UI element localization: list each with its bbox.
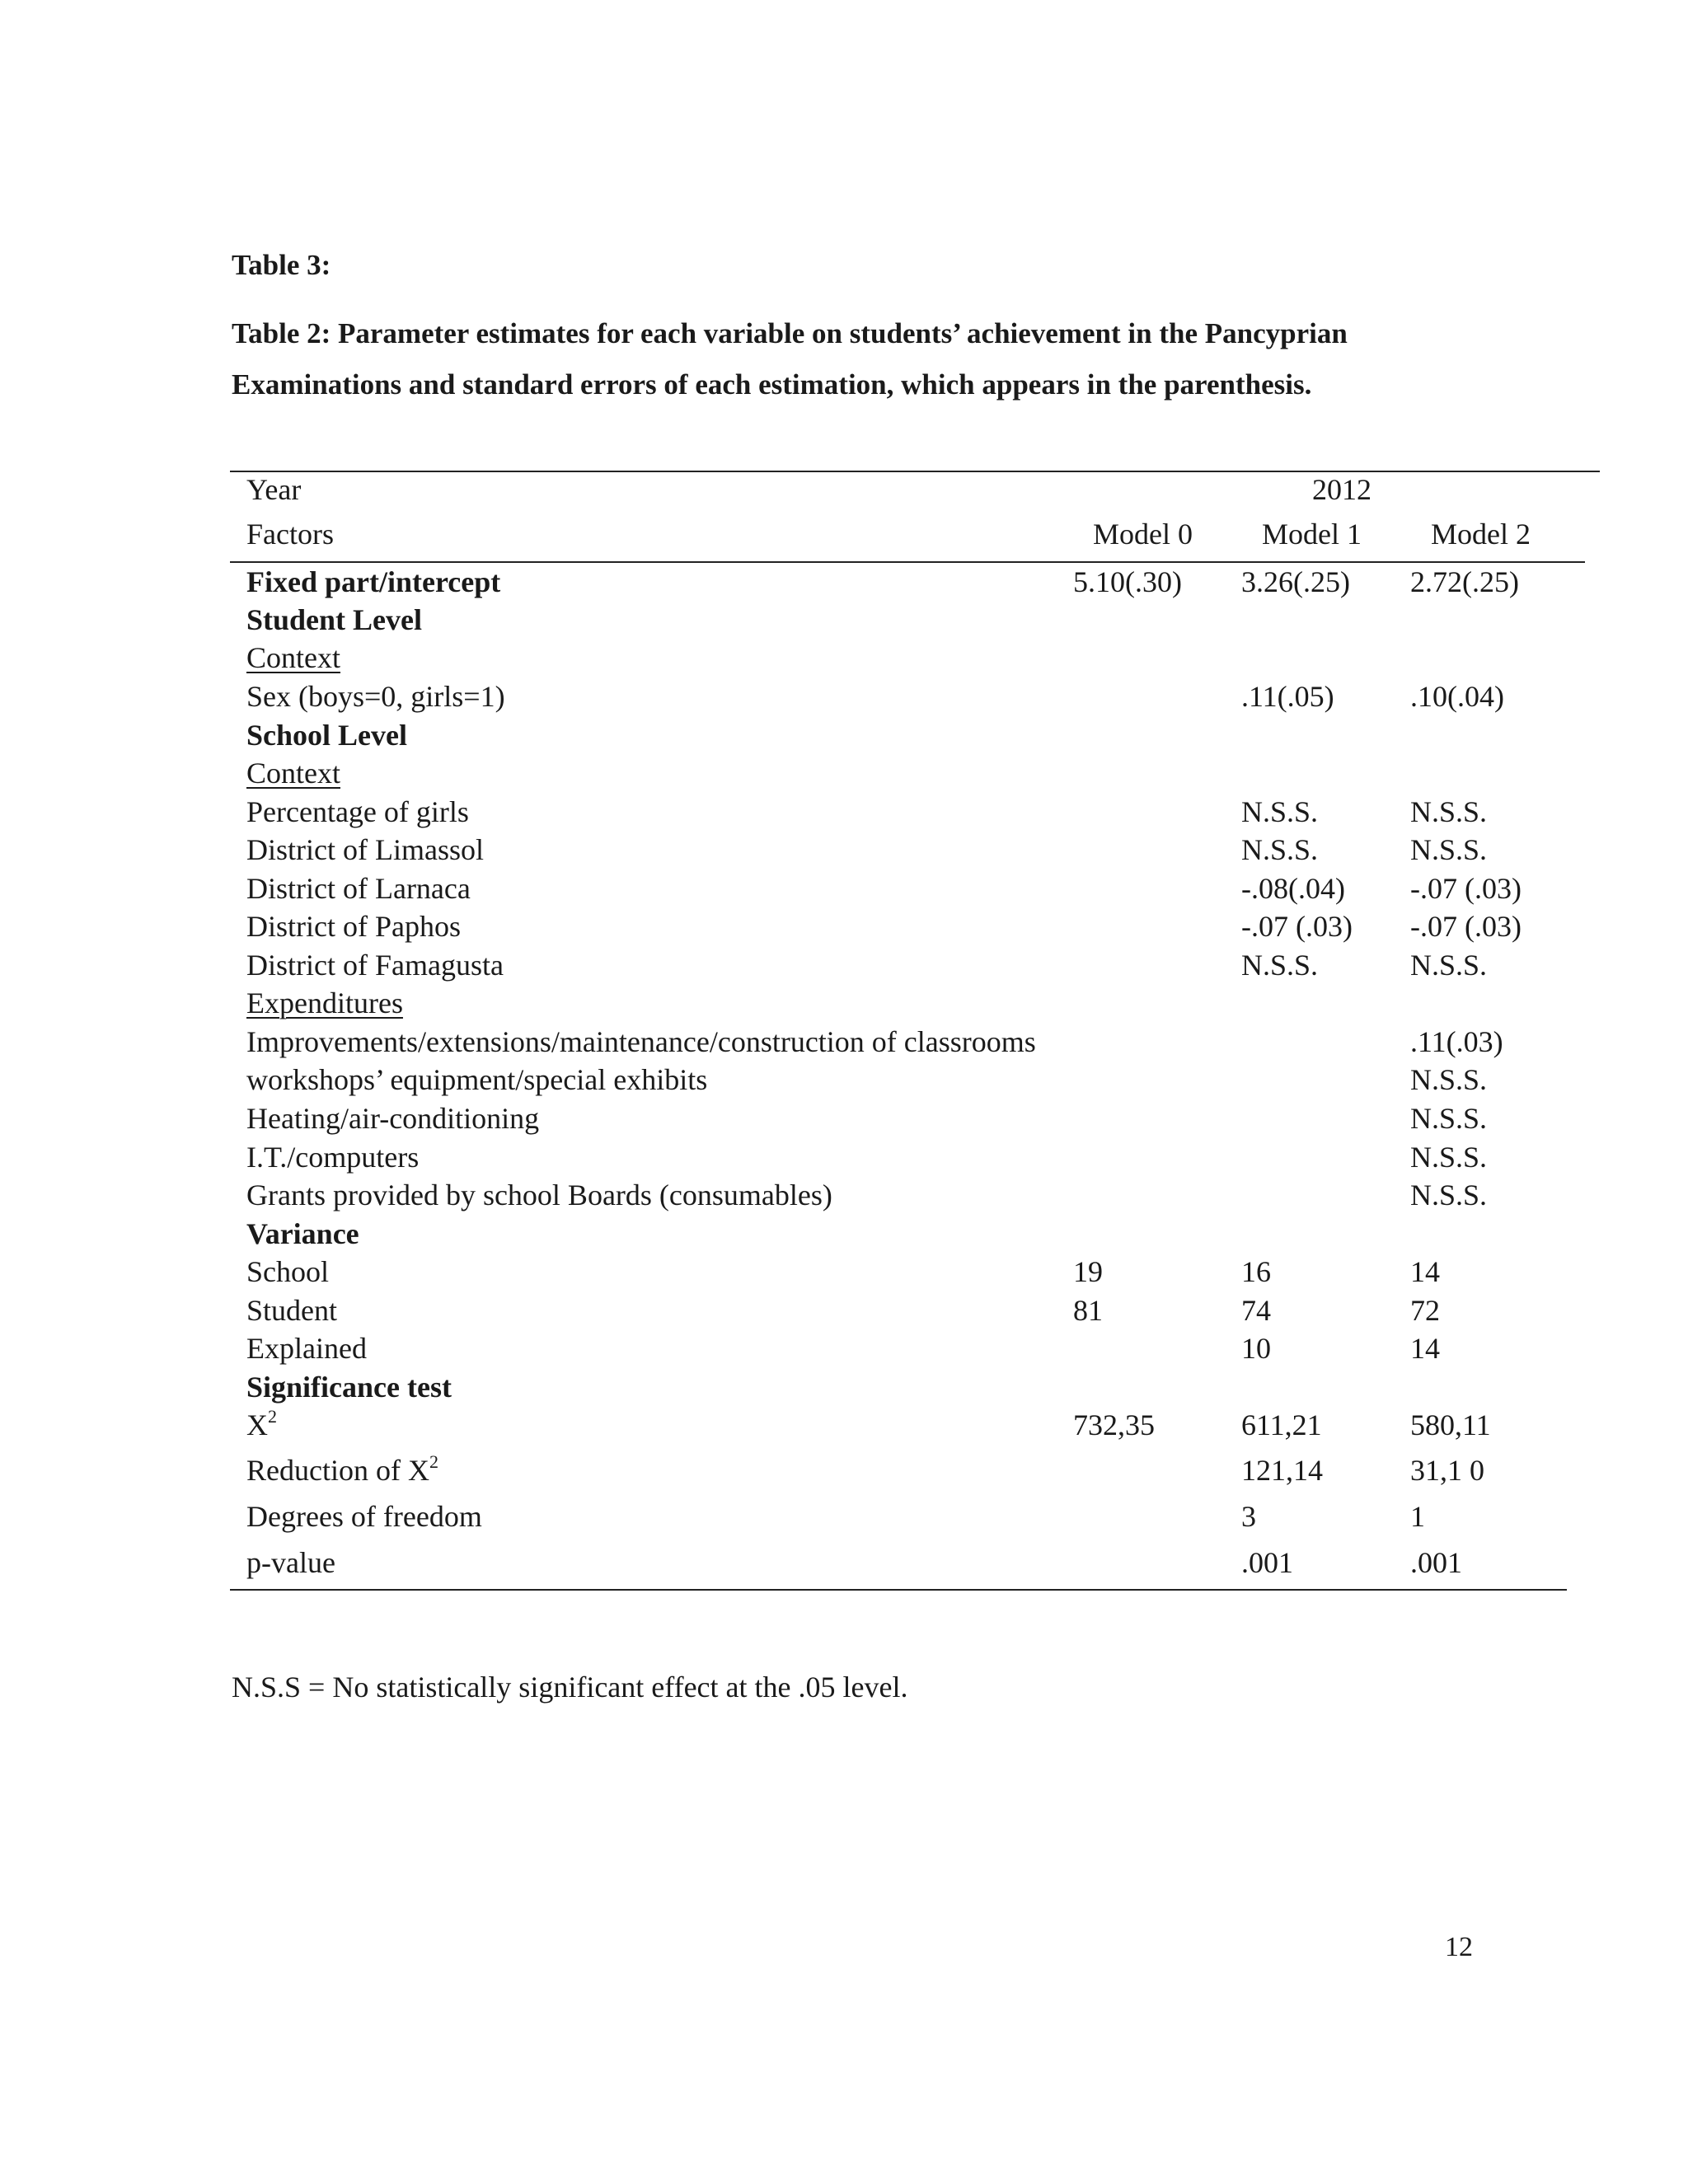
cell-model-2: 2.72(.25) [1410, 565, 1519, 598]
table-header-rule [230, 561, 1585, 563]
cell-model-2: -.07 (.03) [1410, 872, 1522, 905]
cell-model-1: 74 [1241, 1294, 1271, 1327]
row-label [246, 719, 407, 752]
column-header-model-2: Model 2 [1431, 518, 1531, 551]
cell-model-2: 580,11 [1410, 1408, 1491, 1441]
cell-model-1: 16 [1241, 1255, 1271, 1288]
row-label-text: School Level [246, 719, 407, 752]
row-label [246, 1141, 419, 1174]
row-label-text: Significance test [246, 1371, 452, 1404]
year-value: 2012 [1312, 473, 1372, 506]
table-bottom-rule [230, 1589, 1567, 1591]
row-label-text: Student Level [246, 603, 423, 636]
cell-model-1: 611,21 [1241, 1408, 1322, 1441]
row-label-text: Percentage of girls [246, 795, 469, 828]
cell-model-2: N.S.S. [1410, 1063, 1488, 1096]
row-label-text: p-value [246, 1546, 335, 1579]
cell-model-1: N.S.S. [1241, 833, 1319, 866]
row-label [246, 1255, 329, 1288]
row-label-text: School [246, 1255, 330, 1288]
row-label-text: X [246, 1408, 268, 1441]
row-label [246, 1332, 367, 1365]
column-header-model-1: Model 1 [1262, 518, 1362, 551]
cell-model-1: N.S.S. [1241, 949, 1319, 982]
row-label [246, 1179, 832, 1212]
row-label [246, 1102, 539, 1135]
cell-model-2: -.07 (.03) [1410, 910, 1522, 943]
cell-model-2: N.S.S. [1410, 1179, 1488, 1212]
row-label [246, 641, 340, 674]
table-number: Table 3: [232, 249, 331, 281]
column-header-model-0: Model 0 [1093, 518, 1193, 551]
row-label [246, 603, 422, 636]
cell-model-0: 19 [1073, 1255, 1103, 1288]
cell-model-2: 14 [1410, 1255, 1440, 1288]
year-label: Year [246, 473, 302, 506]
row-label-text: Student [246, 1294, 338, 1327]
cell-model-2: .001 [1410, 1546, 1462, 1579]
row-label [246, 1217, 359, 1250]
cell-model-0: 5.10(.30) [1073, 565, 1182, 598]
row-label-text: Variance [246, 1217, 359, 1250]
row-label [246, 910, 461, 943]
cell-model-2: 72 [1410, 1294, 1440, 1327]
cell-model-1: -.08(.04) [1241, 872, 1345, 905]
row-label [246, 680, 505, 713]
cell-model-2: 1 [1410, 1500, 1425, 1533]
table-caption-line-1: Table 2: Parameter estimates for each variable on students’ achievement in the Pancyprian [232, 317, 1348, 349]
row-label-text: District of Larnaca [246, 872, 471, 905]
cell-model-0: 732,35 [1073, 1408, 1155, 1441]
row-label-text: I.T./computers [246, 1141, 420, 1174]
cell-model-2: N.S.S. [1410, 833, 1488, 866]
row-label [246, 1294, 337, 1327]
row-label [246, 795, 469, 828]
row-label-text: District of Paphos [246, 910, 461, 943]
cell-model-2: N.S.S. [1410, 949, 1488, 982]
table-caption-line-2: Examinations and standard errors of each estimation, which appears in the parenthesis. [232, 368, 1312, 401]
row-label [246, 1025, 1036, 1058]
cell-model-2: .11(.03) [1410, 1025, 1503, 1058]
row-label [246, 1371, 452, 1404]
superscript: 2 [429, 1451, 438, 1472]
footnote: N.S.S = No statistically significant effect at the .05 level. [232, 1671, 908, 1704]
row-label-text: Degrees of freedom [246, 1500, 482, 1533]
row-label-text: Expenditures [246, 987, 403, 1019]
cell-model-2: 31,1 0 [1410, 1454, 1484, 1487]
cell-model-2: N.S.S. [1410, 1141, 1488, 1174]
table-top-rule [230, 471, 1600, 472]
cell-model-1: 3 [1241, 1500, 1256, 1533]
cell-model-1: 10 [1241, 1332, 1271, 1365]
row-label-text: Fixed part/intercept [246, 565, 501, 598]
row-label-text: Reduction of X [246, 1454, 429, 1487]
row-label-text: Heating/air-conditioning [246, 1102, 540, 1135]
cell-model-0: 81 [1073, 1294, 1103, 1327]
superscript: 2 [268, 1406, 277, 1427]
row-label-text: Improvements/extensions/maintenance/construction of classrooms [246, 1025, 1036, 1058]
cell-model-1: 3.26(.25) [1241, 565, 1350, 598]
row-label [246, 565, 500, 598]
row-label-text: Context [246, 641, 340, 674]
cell-model-1: .11(.05) [1241, 680, 1334, 713]
row-label [246, 1063, 707, 1096]
row-label-text: Explained [246, 1332, 367, 1365]
factors-label: Factors [246, 518, 334, 551]
row-label [246, 1408, 277, 1441]
row-label-text: Grants provided by school Boards (consumables) [246, 1179, 832, 1212]
row-label-text: Sex (boys=0, girls=1) [246, 680, 505, 713]
page-number: 12 [1445, 1932, 1473, 1962]
row-label [246, 987, 403, 1019]
row-label [246, 1500, 482, 1533]
row-label-text: Context [246, 757, 340, 790]
row-label-text: District of Limassol [246, 833, 484, 866]
cell-model-2: N.S.S. [1410, 795, 1488, 828]
cell-model-1: 121,14 [1241, 1454, 1323, 1487]
row-label [246, 872, 471, 905]
cell-model-2: .10(.04) [1410, 680, 1504, 713]
cell-model-1: .001 [1241, 1546, 1293, 1579]
row-label [246, 833, 484, 866]
cell-model-1: -.07 (.03) [1241, 910, 1353, 943]
row-label [246, 949, 504, 982]
row-label-text: District of Famagusta [246, 949, 504, 982]
cell-model-2: 14 [1410, 1332, 1440, 1365]
row-label-text: workshops’ equipment/special exhibits [246, 1063, 708, 1096]
cell-model-2: N.S.S. [1410, 1102, 1488, 1135]
row-label [246, 1451, 438, 1487]
cell-model-1: N.S.S. [1241, 795, 1319, 828]
row-label [246, 757, 340, 790]
row-label [246, 1546, 335, 1579]
